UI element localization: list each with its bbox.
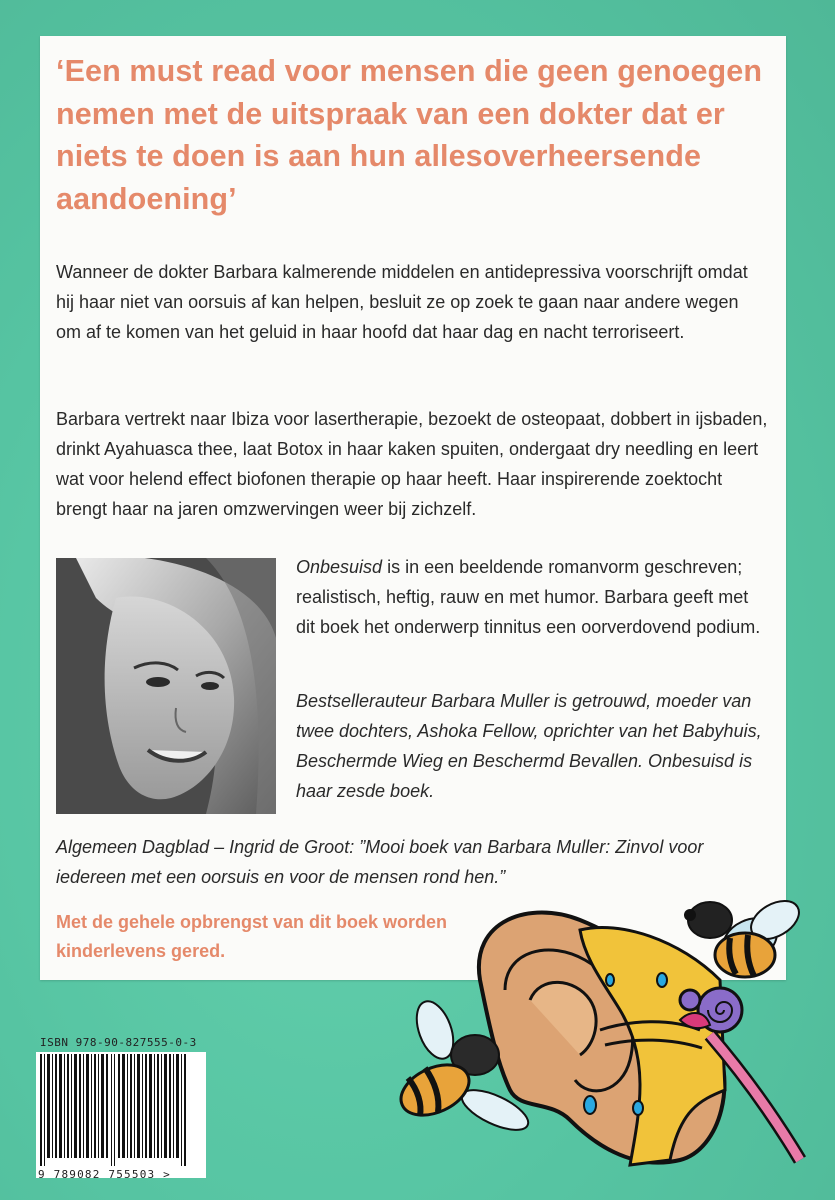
book-description xyxy=(296,552,766,642)
author-portrait-illustration xyxy=(56,558,276,814)
review-source: Algemeen Dagblad xyxy=(56,837,210,857)
paragraph-journey: Barbara vertrekt naar Ibiza voor lasertherapie, bezoekt de osteopaat, dobbert in ijsbaden, drinkt Ayahuasca thee, laat Botox in haar kaken spuiten, ondergaat dry needling en leert wat voor helend effect biofonen therapie op haar heeft. Haar inspirerende zoektocht brengt haar na jaren omzwervingen weer bij zichzelf. xyxy=(56,409,768,519)
author-bio: Bestsellerauteur Barbara Muller is getrouwd, moeder van twee dochters, Ashoka Fellow, oprichter van het Babyhuis, Beschermde Wieg en Beschermd Bevallen. Onbesuisd is haar zesde boek. xyxy=(296,691,762,801)
barcode xyxy=(36,1052,206,1178)
donation-note: Met de gehele opbrengst van dit boek worden kinderlevens gered. xyxy=(56,912,448,961)
isbn-label: ISBN 978-90-827555-0-3 xyxy=(40,1036,197,1049)
review-text: – Ingrid de Groot: ”Mooi boek van Barbara Muller: Zinvol voor iedereen met een oorsuis en voor de mensen rond hen.” xyxy=(56,837,704,887)
author-photo xyxy=(56,558,276,814)
paragraph-intro: Wanneer de dokter Barbara kalmerende middelen en antidepressiva voorschrijft omdat hij haar niet van oorsuis af kan helpen, besluit ze op zoek te gaan naar andere wegen om af te komen van het geluid in haar hoofd dat haar dag en nacht terroriseert. xyxy=(56,262,748,342)
text-panel xyxy=(40,36,786,980)
ear-and-bees-illustration xyxy=(380,860,830,1190)
pull-quote: ‘Een must read voor mensen die geen genoegen nemen met de uitspraak van een dokter dat er niets te doen is aan hun allesoverheersende aandoening’ xyxy=(56,54,763,216)
book-description-text: is in een beeldende romanvorm geschreven; realistisch, heftig, rauw en met humor. Barbara geeft met dit boek het onderwerp tinnitus een oorverdovend podium. xyxy=(296,557,761,637)
book-title-italic: Onbesuisd xyxy=(296,557,383,577)
barcode-bars xyxy=(36,1052,206,1168)
barcode-digits: 9 789082 755503 > xyxy=(38,1168,171,1181)
